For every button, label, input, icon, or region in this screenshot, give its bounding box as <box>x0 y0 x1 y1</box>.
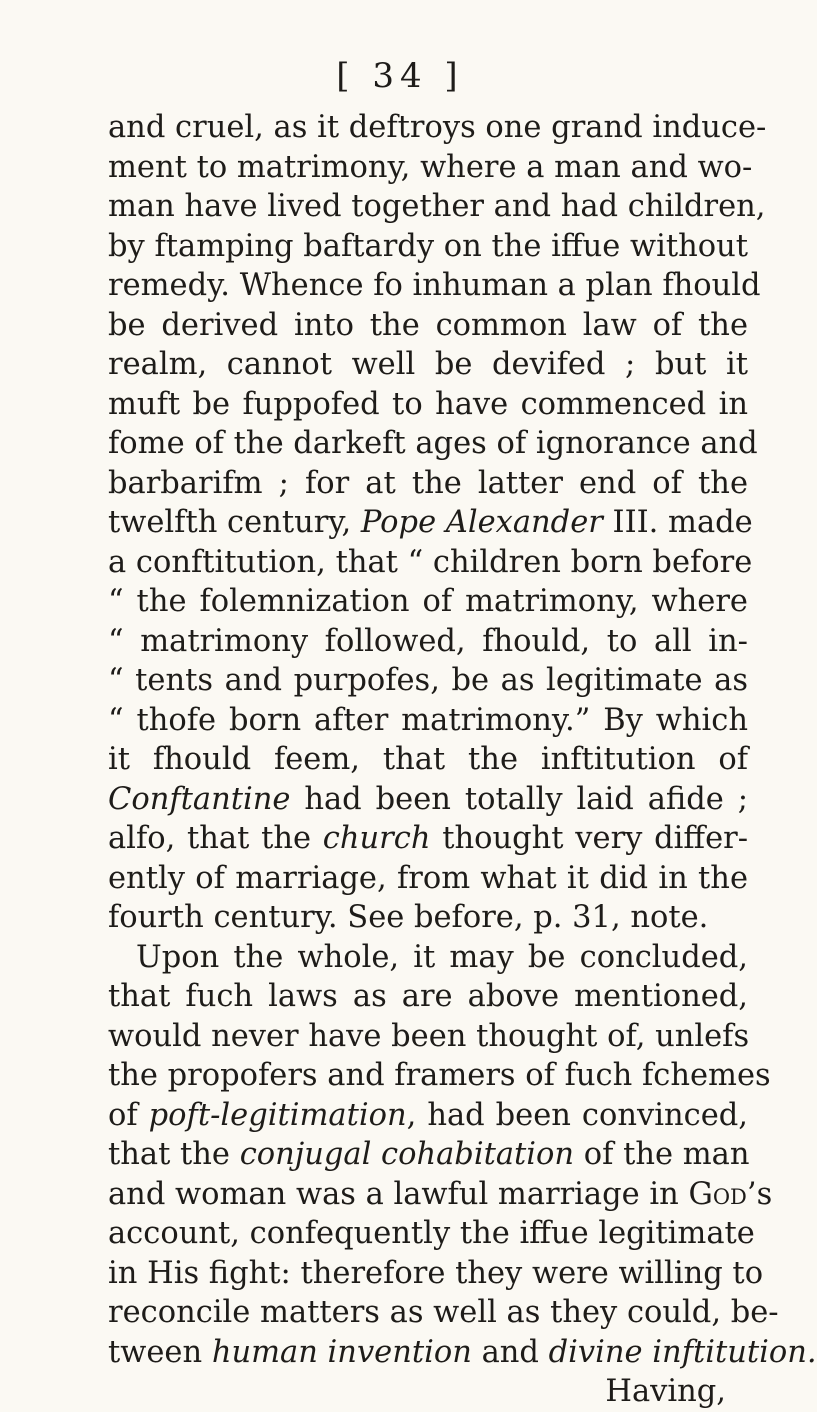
text-line <box>108 148 753 188</box>
text-segment: a conftitution, that “ children born before <box>108 544 753 580</box>
text-line <box>108 1254 764 1294</box>
italic-text: poft-legitimation <box>148 1097 407 1133</box>
italic-text: human invention <box>211 1334 472 1370</box>
text-segment: III. made <box>602 505 753 540</box>
text-line <box>108 108 767 148</box>
text-line <box>108 1175 773 1215</box>
text-segment: ment to matrimony, where a man and wo- <box>108 149 753 185</box>
text-segment: alfo, that the <box>108 821 323 856</box>
text-segment: Having, <box>605 1374 726 1409</box>
text-line <box>108 622 748 662</box>
text-line <box>108 701 748 741</box>
text-line <box>108 1096 748 1136</box>
small-caps-text: God <box>688 1176 747 1212</box>
text-segment: barbarifm ; for at the latter end of the <box>108 465 748 501</box>
text-segment: remedy. Whence fo inhuman a plan fhould <box>108 268 761 303</box>
text-line <box>108 385 748 425</box>
text-segment: had been totally laid afide ; <box>290 781 748 817</box>
text-line <box>108 1333 817 1373</box>
text-segment: ’s <box>746 1176 773 1212</box>
text-segment: “ tents and purpofes, be as legitimate as <box>108 663 748 698</box>
text-line <box>108 266 761 306</box>
text-segment: thought very differ- <box>430 821 748 856</box>
text-segment: realm, cannot well be devifed ; but it <box>108 347 748 382</box>
text-segment: the propofers and framers of fuch fchemes <box>108 1058 771 1093</box>
text-segment: Upon the whole, it may be concluded, <box>136 939 748 975</box>
text-segment: “ matrimony followed, fhould, to all in- <box>108 623 748 659</box>
text-line <box>108 1135 748 1175</box>
text-segment: man have lived together and had children, <box>108 189 766 224</box>
italic-text: Conftantine <box>108 781 291 817</box>
text-line <box>108 582 748 622</box>
text-segment: fome of the darkeft ages of ignorance and <box>108 426 758 461</box>
text-segment: and <box>471 1334 549 1370</box>
text-line <box>108 977 748 1017</box>
italic-text: conjugal cohabitation <box>239 1137 575 1172</box>
text-line <box>108 1017 748 1057</box>
text-segment: and woman was a lawful marriage in <box>108 1176 689 1212</box>
text-segment: reconcile matters as well as they could, be- <box>108 1295 779 1330</box>
text-segment: ently of marriage, from what it did in the <box>108 860 748 896</box>
italic-text: divine inftitution. <box>548 1334 817 1370</box>
text-line <box>108 1214 755 1254</box>
text-line <box>108 1056 771 1096</box>
text-line <box>108 543 753 583</box>
text-line <box>108 780 748 820</box>
text-segment: that the <box>108 1137 240 1172</box>
text-line <box>108 227 748 267</box>
text-segment: of the man <box>574 1137 750 1172</box>
text-line <box>108 819 748 859</box>
text-segment: and cruel, as it deftroys one grand induce- <box>108 110 767 145</box>
text-line <box>108 464 748 504</box>
text-line <box>108 187 766 227</box>
text-segment: tween <box>108 1334 212 1370</box>
text-segment: “ thofe born after matrimony.” By which <box>108 702 748 738</box>
text-segment: fourth century. See before, p. 31, note. <box>108 900 709 935</box>
text-segment: muft be fuppofed to have commenced in <box>108 386 748 422</box>
text-line <box>108 740 748 780</box>
text-line <box>108 938 748 978</box>
text-segment: by ftamping baftardy on the iffue without <box>108 228 748 264</box>
text-segment: in His fight: therefore they were willing to <box>108 1255 764 1291</box>
text-segment: would never have been thought of, unlefs <box>108 1018 750 1054</box>
text-line <box>108 661 748 701</box>
italic-text: Pope Alexander <box>360 505 603 540</box>
text-segment: that fuch laws as are above mentioned, <box>108 979 748 1014</box>
text-line <box>108 424 758 464</box>
text-segment: of <box>108 1097 149 1133</box>
text-line <box>108 898 748 938</box>
text-segment: account, confequently the iffue legitimate <box>108 1216 755 1251</box>
page-number: [ 34 ] <box>336 56 464 96</box>
text-segment: be derived into the common law of the <box>108 307 748 343</box>
text-line <box>108 345 748 385</box>
text-line <box>108 503 753 543</box>
text-line <box>108 306 748 346</box>
body-text <box>108 108 817 1412</box>
text-segment: twelfth century, <box>108 505 361 540</box>
text-segment: , had been convinced, <box>406 1097 748 1133</box>
catchword <box>108 1372 748 1412</box>
text-line <box>108 859 748 899</box>
text-segment: it fhould feem, that the inftitution of <box>108 742 748 777</box>
text-segment: “ the folemnization of matrimony, where <box>108 584 748 619</box>
text-line <box>108 1293 779 1333</box>
italic-text: church <box>322 821 431 856</box>
